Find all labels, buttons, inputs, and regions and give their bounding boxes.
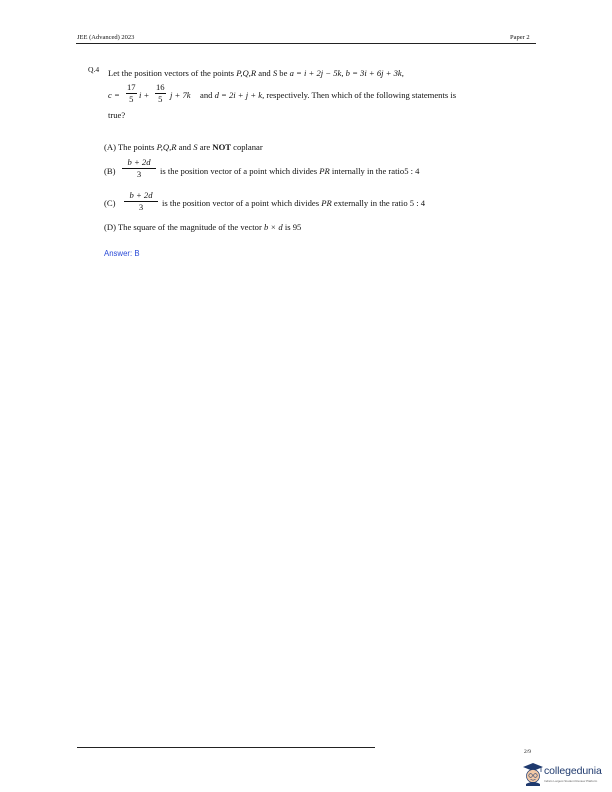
question-line-1: Let the position vectors of the points P,Q,R and S be a = i + 2j − 5k, b = 3i + 6j + 3k, bbox=[108, 68, 404, 78]
exam-title: JEE (Advanced) 2023 bbox=[77, 34, 135, 41]
paper-label: Paper 2 bbox=[510, 34, 530, 41]
graduate-mascot-icon bbox=[522, 762, 544, 786]
option-b-text: is the position vector of a point which divides PR internally in the ratio5 : 4 bbox=[160, 166, 420, 176]
option-c-label: (C) bbox=[104, 198, 116, 208]
c-fraction-1: 17 5 bbox=[127, 82, 136, 104]
vector-d-definition: d = 2i + j + k bbox=[214, 90, 263, 100]
question-line-3: true? bbox=[108, 110, 126, 120]
answer-label: Answer: B bbox=[104, 249, 140, 258]
vector-a-definition: a = i + 2j − 5k bbox=[289, 68, 342, 78]
option-d: (D) The square of the magnitude of the vector b × d is 95 bbox=[104, 222, 302, 232]
question-intro: Let the position vectors of the points bbox=[108, 68, 235, 78]
page-number: 2/9 bbox=[524, 749, 532, 755]
c-fraction-2: 16 5 bbox=[156, 82, 165, 104]
vector-b-definition: b = 3i + 6j + 3k bbox=[345, 68, 402, 78]
points-pqr: P,Q,R bbox=[236, 68, 257, 78]
option-c-text: is the position vector of a point which divides PR externally in the ratio 5 : 4 bbox=[162, 198, 426, 208]
question-number: Q.4 bbox=[88, 65, 100, 74]
collegedunia-logo[interactable] bbox=[520, 760, 612, 790]
question-line-2-suffix: respectively. Then which of the following statements is bbox=[266, 90, 457, 100]
option-b-fraction: b + 2d 3 bbox=[122, 158, 156, 178]
option-b-label: (B) bbox=[104, 166, 116, 176]
header-divider bbox=[76, 43, 536, 44]
brand-name: collegedunia bbox=[544, 765, 602, 777]
option-a: (A) The points P,Q,R and S are NOT coplanar bbox=[104, 142, 263, 152]
vector-c-tail: j + 7k bbox=[170, 90, 191, 100]
footer-divider bbox=[77, 747, 375, 748]
brand-tagline: India's Largest Student Review Platform bbox=[544, 779, 598, 783]
option-c-fraction: b + 2d 3 bbox=[124, 191, 158, 211]
vector-c-lhs: c = bbox=[108, 90, 120, 100]
